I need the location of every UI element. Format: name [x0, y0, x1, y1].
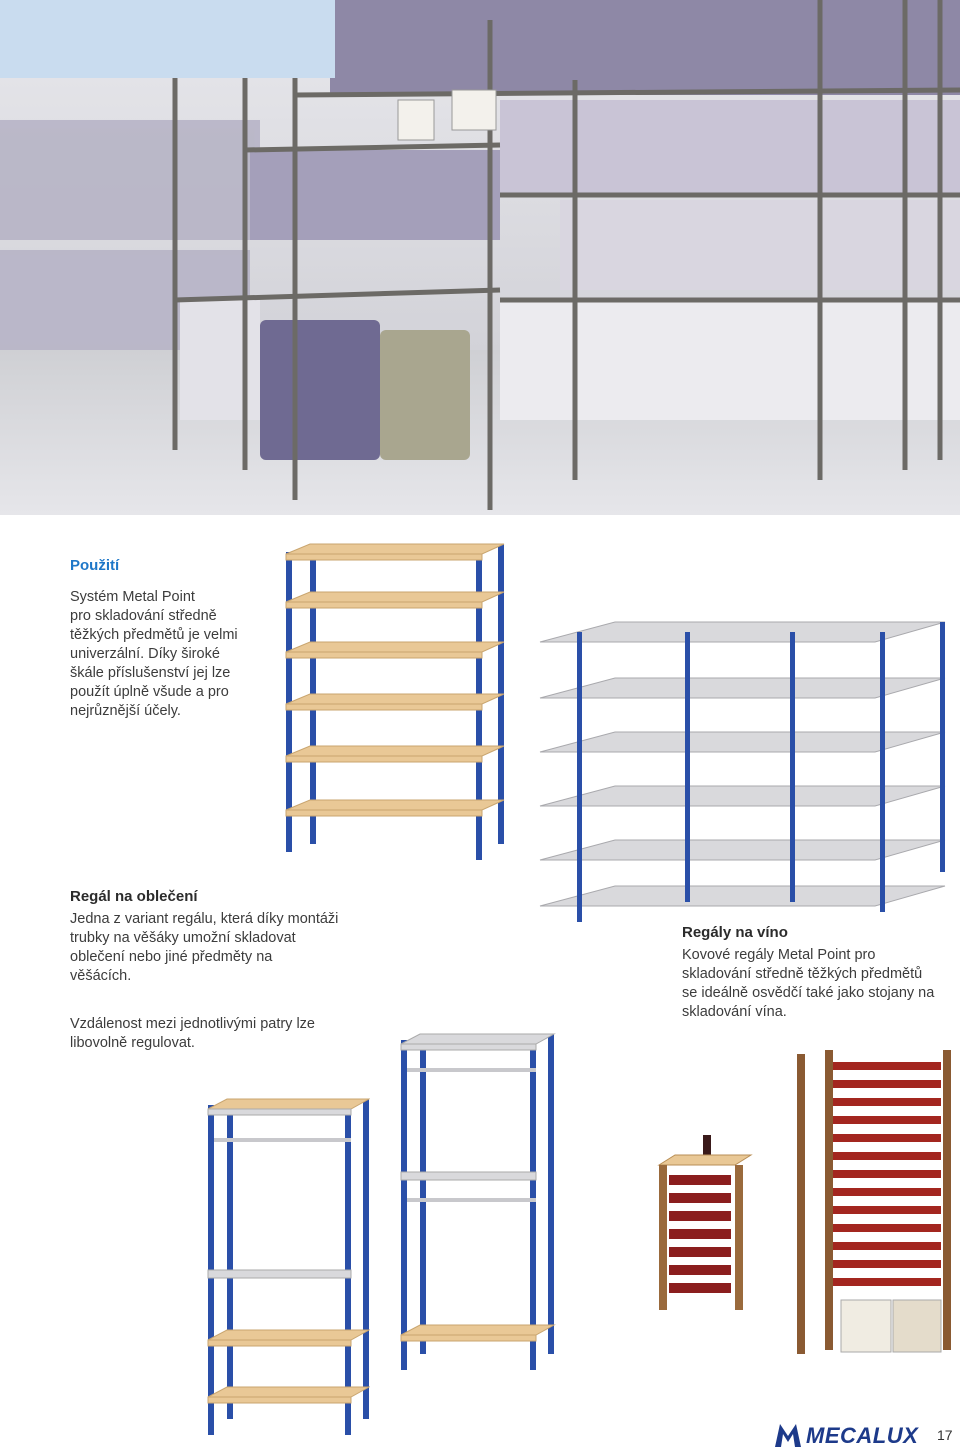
clothing-rack-small-illustration [205, 1095, 370, 1440]
rack-wood-illustration [280, 540, 510, 860]
mecalux-m-icon [772, 1420, 804, 1450]
section-title-regaly-na-vino: Regály na víno [682, 924, 788, 941]
section-title-pouziti: Použití [70, 557, 120, 574]
wine-rack-small-illustration [655, 1135, 755, 1315]
wine-rack-small [655, 1135, 755, 1315]
metal-point-rack-wood-shelves [280, 540, 510, 860]
clothing-rack-tall-illustration [398, 1030, 558, 1375]
page-number: 17 [937, 1427, 953, 1443]
section-title-regal-na-obleceni: Regál na oblečení [70, 888, 198, 905]
metal-point-rack-grey-multibay [535, 610, 950, 925]
brand-name: MECALUX [806, 1423, 919, 1448]
clothing-rack-tall [398, 1030, 558, 1375]
wine-rack-tall [795, 1048, 953, 1360]
clothing-rack-small [205, 1095, 370, 1440]
section-body-regaly-na-vino: Kovové regály Metal Point pro skladování středně těžkých předmětů se ideálně osvědčí také jako stojany na skladování vína. [682, 947, 935, 1020]
rack-grey-illustration [535, 610, 950, 925]
wine-rack-tall-illustration [795, 1048, 953, 1360]
section-body-regal-na-obleceni-2: Vzdálenost mezi jednotlivými patry lze libovolně regulovat. [70, 1016, 315, 1051]
section-body-pouziti: Systém Metal Point pro skladování středně těžkých předmětů je velmi univerzální. Díky široké škále příslušenství jej lze použít úplně všude a pro nejrůznější účely. [70, 589, 238, 719]
section-body-regal-na-obleceni: Jedna z variant regálu, která díky montáži trubky na věšáky umožní skladovat oblečení nebo jiné předměty na věšácích. [70, 911, 339, 984]
corner-color-block [0, 0, 335, 78]
